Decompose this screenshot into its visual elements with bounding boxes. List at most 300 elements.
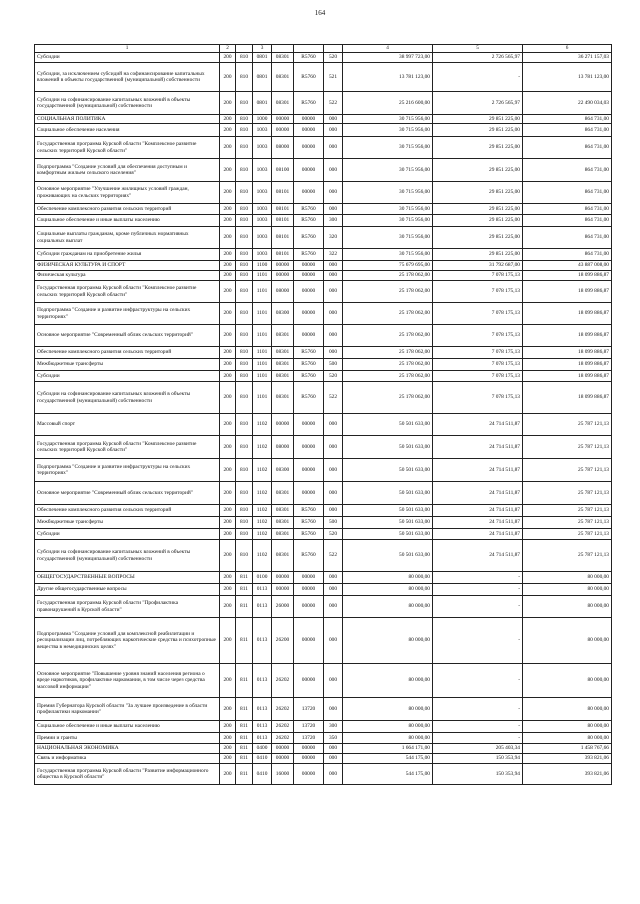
code-cell: 08101 — [272, 227, 294, 249]
amount-cell: - — [433, 664, 523, 698]
code-cell: 1003 — [253, 215, 272, 227]
code-cell: 200 — [220, 596, 236, 618]
header-cell: 5 — [433, 45, 523, 53]
code-cell: 810 — [236, 529, 253, 540]
code-cell: 0113 — [253, 733, 272, 744]
code-cell: 000 — [324, 436, 343, 459]
amount-cell: 7 078 175,13 — [433, 271, 523, 281]
table-row — [35, 572, 612, 584]
code-cell: 522 — [324, 382, 343, 414]
code-cell: 08301 — [272, 63, 294, 92]
code-cell: 13720 — [294, 721, 324, 733]
amount-cell: 30 715 956,00 — [343, 115, 433, 124]
code-cell: 000 — [324, 137, 343, 159]
code-cell: 200 — [220, 371, 236, 382]
code-cell: 00000 — [272, 584, 294, 596]
code-cell: R5760 — [294, 505, 324, 517]
amount-cell: 18 099 886,87 — [523, 382, 612, 414]
table-row — [35, 517, 612, 529]
code-cell: 08301 — [272, 347, 294, 359]
code-cell: 0410 — [253, 754, 272, 764]
code-cell: 200 — [220, 249, 236, 261]
code-cell: R5760 — [294, 517, 324, 529]
amount-cell: 7 078 175,13 — [433, 382, 523, 414]
table-row — [35, 436, 612, 459]
amount-cell: 29 851 225,00 — [433, 115, 523, 124]
code-cell: 1102 — [253, 482, 272, 505]
amount-cell: 75 679 695,00 — [343, 261, 433, 271]
code-cell: 08000 — [272, 137, 294, 159]
amount-cell: 50 501 633,00 — [343, 540, 433, 572]
table-row — [35, 271, 612, 281]
code-cell: 200 — [220, 359, 236, 371]
code-cell: 200 — [220, 347, 236, 359]
row-name: Субсидии на софинансирование капитальных вложений в объекты государственной (муниципальной) собственности — [35, 540, 220, 572]
code-cell: 1102 — [253, 436, 272, 459]
code-cell: 1003 — [253, 204, 272, 215]
code-cell: 1101 — [253, 382, 272, 414]
row-name: Обеспечение комплексного развития сельских территорий — [35, 204, 220, 215]
header-cell — [324, 45, 343, 53]
code-cell: 200 — [220, 53, 236, 63]
table-row — [35, 159, 612, 182]
amount-cell: 7 078 175,13 — [433, 371, 523, 382]
code-cell: 000 — [324, 584, 343, 596]
code-cell: 08101 — [272, 204, 294, 215]
code-cell: 0801 — [253, 92, 272, 115]
amount-cell: 18 099 886,87 — [523, 303, 612, 325]
amount-cell: 18 099 886,87 — [523, 347, 612, 359]
code-cell: 320 — [324, 227, 343, 249]
row-name: Премии и гранты — [35, 733, 220, 744]
code-cell: 000 — [324, 505, 343, 517]
code-cell: 811 — [236, 584, 253, 596]
row-name: Субсидии — [35, 371, 220, 382]
amount-cell: 29 851 225,00 — [433, 215, 523, 227]
amount-cell: - — [433, 596, 523, 618]
amount-cell: 25 787 121,13 — [523, 517, 612, 529]
amount-cell: 13 781 123,00 — [343, 63, 433, 92]
code-cell: 08100 — [272, 159, 294, 182]
code-cell: 200 — [220, 764, 236, 785]
code-cell: 1102 — [253, 529, 272, 540]
code-cell: 00000 — [272, 754, 294, 764]
code-cell: 08301 — [272, 382, 294, 414]
amount-cell: 30 715 956,00 — [343, 204, 433, 215]
row-name: Связь и информатика — [35, 754, 220, 764]
code-cell: 0113 — [253, 664, 272, 698]
code-cell: 0113 — [253, 618, 272, 664]
amount-cell: 29 851 225,00 — [433, 124, 523, 137]
amount-cell: 7 078 175,13 — [433, 281, 523, 303]
code-cell: 00000 — [272, 124, 294, 137]
amount-cell: 864 731,00 — [523, 124, 612, 137]
row-name: Субсидии на софинансирование капитальных вложений в объекты государственной (муниципальной) собственности — [35, 382, 220, 414]
row-name: Основное мероприятие "Повышение уровня знаний населения региона о вреде наркотиков, профилактике наркомании, в том числе через средства массовой информации" — [35, 664, 220, 698]
amount-cell: 31 792 687,00 — [433, 261, 523, 271]
code-cell: 810 — [236, 261, 253, 271]
code-cell: 000 — [324, 182, 343, 204]
code-cell: 1102 — [253, 414, 272, 436]
code-cell: 08101 — [272, 182, 294, 204]
code-cell: 000 — [324, 698, 343, 721]
row-name: Основное мероприятие "Улучшение жилищных условий граждан, проживающих на сельских территориях" — [35, 182, 220, 204]
code-cell: 200 — [220, 227, 236, 249]
code-cell: 0113 — [253, 721, 272, 733]
amount-cell: 24 714 511,87 — [433, 436, 523, 459]
code-cell: 000 — [324, 618, 343, 664]
code-cell: 1101 — [253, 371, 272, 382]
amount-cell: 24 714 511,87 — [433, 414, 523, 436]
amount-cell: 80 000,00 — [523, 572, 612, 584]
amount-cell: 80 000,00 — [343, 733, 433, 744]
amount-cell: 393 821,06 — [523, 764, 612, 785]
code-cell: 811 — [236, 698, 253, 721]
code-cell: 26202 — [272, 733, 294, 744]
amount-cell: 25 787 121,13 — [523, 540, 612, 572]
code-cell: 810 — [236, 359, 253, 371]
code-cell: 000 — [324, 596, 343, 618]
code-cell: 00000 — [294, 325, 324, 347]
code-cell: 00000 — [294, 764, 324, 785]
code-cell: 810 — [236, 347, 253, 359]
row-name: Социальное обеспечение населения — [35, 124, 220, 137]
code-cell: 200 — [220, 271, 236, 281]
row-name: Государственная программа Курской области "Профилактика правонарушений в Курской области" — [35, 596, 220, 618]
code-cell: 00000 — [272, 115, 294, 124]
amount-cell: 25 787 121,13 — [523, 436, 612, 459]
code-cell: 1100 — [253, 261, 272, 271]
code-cell: 08101 — [272, 215, 294, 227]
code-cell: 1000 — [253, 115, 272, 124]
code-cell: R5760 — [294, 359, 324, 371]
code-cell: 810 — [236, 540, 253, 572]
code-cell: 300 — [324, 721, 343, 733]
table-row — [35, 249, 612, 261]
code-cell: 200 — [220, 459, 236, 482]
row-name: Государственная программа Курской области "Комплексное развитие сельских территорий Курской области" — [35, 281, 220, 303]
code-cell: 810 — [236, 281, 253, 303]
row-name: Подпрограмма "Создание и развитие инфраструктуры на сельских территориях" — [35, 303, 220, 325]
code-cell: 810 — [236, 414, 253, 436]
amount-cell: 50 501 633,00 — [343, 505, 433, 517]
code-cell: 521 — [324, 63, 343, 92]
code-cell: 000 — [324, 261, 343, 271]
code-cell: 0113 — [253, 698, 272, 721]
code-cell: 0113 — [253, 596, 272, 618]
code-cell: 200 — [220, 721, 236, 733]
code-cell: 26202 — [272, 698, 294, 721]
amount-cell: 50 501 633,00 — [343, 459, 433, 482]
amount-cell: 24 714 511,87 — [433, 529, 523, 540]
code-cell: 200 — [220, 325, 236, 347]
code-cell: 200 — [220, 754, 236, 764]
code-cell: 200 — [220, 92, 236, 115]
amount-cell: 30 715 956,00 — [343, 137, 433, 159]
code-cell: 200 — [220, 382, 236, 414]
code-cell: 08301 — [272, 517, 294, 529]
amount-cell: 864 731,00 — [523, 182, 612, 204]
code-cell: 810 — [236, 482, 253, 505]
amount-cell: - — [433, 698, 523, 721]
code-cell: 200 — [220, 540, 236, 572]
code-cell: 811 — [236, 754, 253, 764]
amount-cell: - — [433, 618, 523, 664]
table-row — [35, 371, 612, 382]
amount-cell: 80 000,00 — [523, 584, 612, 596]
code-cell: 1101 — [253, 303, 272, 325]
row-name: Субсидии — [35, 53, 220, 63]
amount-cell: 24 714 511,87 — [433, 540, 523, 572]
row-name: Социальное обеспечение и иные выплаты населению — [35, 215, 220, 227]
amount-cell: 30 715 956,00 — [343, 124, 433, 137]
table-row — [35, 414, 612, 436]
code-cell: 200 — [220, 115, 236, 124]
code-cell: 08301 — [272, 505, 294, 517]
code-cell: 1003 — [253, 159, 272, 182]
row-name: Государственная программа Курской области "Комплексное развитие сельских территорий Курской области" — [35, 436, 220, 459]
table-row — [35, 303, 612, 325]
code-cell: 811 — [236, 572, 253, 584]
code-cell: 00000 — [272, 744, 294, 754]
code-cell: 00000 — [294, 414, 324, 436]
code-cell: 1003 — [253, 182, 272, 204]
code-cell: 810 — [236, 53, 253, 63]
amount-cell: 25 178 062,00 — [343, 271, 433, 281]
amount-cell: 7 078 175,13 — [433, 347, 523, 359]
amount-cell: 25 216 600,00 — [343, 92, 433, 115]
amount-cell: 80 000,00 — [523, 596, 612, 618]
row-name: СОЦИАЛЬНАЯ ПОЛИТИКА — [35, 115, 220, 124]
amount-cell: 25 787 121,13 — [523, 482, 612, 505]
table-row — [35, 744, 612, 754]
budget-table — [34, 44, 612, 785]
amount-cell: 80 000,00 — [343, 572, 433, 584]
code-cell: 00000 — [294, 137, 324, 159]
code-cell: 200 — [220, 182, 236, 204]
code-cell: 200 — [220, 517, 236, 529]
code-cell: 810 — [236, 204, 253, 215]
code-cell: R5760 — [294, 540, 324, 572]
amount-cell: 393 821,06 — [523, 754, 612, 764]
code-cell: 811 — [236, 618, 253, 664]
table-row — [35, 281, 612, 303]
code-cell: 200 — [220, 529, 236, 540]
table-row — [35, 459, 612, 482]
code-cell: 00000 — [294, 584, 324, 596]
amount-cell: 864 731,00 — [523, 215, 612, 227]
code-cell: 00000 — [272, 414, 294, 436]
amount-cell: 25 178 062,00 — [343, 382, 433, 414]
code-cell: 1101 — [253, 359, 272, 371]
code-cell: 0410 — [253, 764, 272, 785]
amount-cell: 864 731,00 — [523, 227, 612, 249]
code-cell: 000 — [324, 744, 343, 754]
amount-cell: 50 501 633,00 — [343, 529, 433, 540]
code-cell: 811 — [236, 664, 253, 698]
table-row — [35, 92, 612, 115]
code-cell: 811 — [236, 596, 253, 618]
code-cell: 322 — [324, 249, 343, 261]
code-cell: 000 — [324, 764, 343, 785]
code-cell: 200 — [220, 281, 236, 303]
amount-cell: 80 000,00 — [343, 721, 433, 733]
code-cell: 26202 — [272, 721, 294, 733]
header-cell — [272, 45, 294, 53]
code-cell: 810 — [236, 92, 253, 115]
code-cell: 520 — [324, 529, 343, 540]
row-name: Физическая культура — [35, 271, 220, 281]
amount-cell: 25 178 062,00 — [343, 347, 433, 359]
amount-cell: 18 099 886,87 — [523, 359, 612, 371]
amount-cell: 2 726 565,97 — [433, 53, 523, 63]
amount-cell: 864 731,00 — [523, 204, 612, 215]
code-cell: 0801 — [253, 63, 272, 92]
table-row — [35, 227, 612, 249]
table-row — [35, 261, 612, 271]
table-row — [35, 505, 612, 517]
code-cell: 000 — [324, 124, 343, 137]
code-cell: 00000 — [294, 572, 324, 584]
amount-cell: 36 271 157,03 — [523, 53, 612, 63]
table-row — [35, 698, 612, 721]
code-cell: 08301 — [272, 53, 294, 63]
amount-cell: 43 887 008,00 — [523, 261, 612, 271]
code-cell: R5760 — [294, 63, 324, 92]
row-name: Другие общегосударственные вопросы — [35, 584, 220, 596]
code-cell: R5760 — [294, 204, 324, 215]
code-cell: 13720 — [294, 698, 324, 721]
code-cell: 810 — [236, 249, 253, 261]
code-cell: 00000 — [294, 744, 324, 754]
code-cell: 200 — [220, 414, 236, 436]
amount-cell: 80 000,00 — [523, 618, 612, 664]
code-cell: 200 — [220, 159, 236, 182]
code-cell: 0400 — [253, 744, 272, 754]
amount-cell: 29 851 225,00 — [433, 204, 523, 215]
code-cell: 000 — [324, 159, 343, 182]
amount-cell: 29 851 225,00 — [433, 227, 523, 249]
row-name: Подпрограмма "Создание и развитие инфраструктуры на сельских территориях" — [35, 459, 220, 482]
row-name: Социальное обеспечение и иные выплаты населению — [35, 721, 220, 733]
code-cell: 000 — [324, 303, 343, 325]
code-cell: 1102 — [253, 459, 272, 482]
code-cell: 350 — [324, 733, 343, 744]
code-cell: 1101 — [253, 325, 272, 347]
header-cell: 3 — [253, 45, 272, 53]
amount-cell: 30 715 956,00 — [343, 182, 433, 204]
code-cell: 000 — [324, 271, 343, 281]
code-cell: 08000 — [272, 281, 294, 303]
amount-cell: 80 000,00 — [343, 664, 433, 698]
code-cell: 00000 — [272, 271, 294, 281]
code-cell: 810 — [236, 505, 253, 517]
code-cell: 200 — [220, 204, 236, 215]
row-name: Подпрограмма "Создание условий для комплексной реабилитации и ресоциализации лиц, потребляющих наркотические средства и психотропные вещества в немедицинских целях" — [35, 618, 220, 664]
code-cell: 00000 — [294, 261, 324, 271]
code-cell: 520 — [324, 53, 343, 63]
code-cell: 522 — [324, 540, 343, 572]
code-cell: 520 — [324, 371, 343, 382]
code-cell: 200 — [220, 261, 236, 271]
header-cell: 1 — [35, 45, 220, 53]
code-cell: 200 — [220, 505, 236, 517]
code-cell: 000 — [324, 115, 343, 124]
amount-cell: 150 353,94 — [433, 754, 523, 764]
amount-cell: 29 851 225,00 — [433, 182, 523, 204]
code-cell: 810 — [236, 303, 253, 325]
code-cell: 08301 — [272, 92, 294, 115]
row-name: Субсидии гражданам на приобретение жилья — [35, 249, 220, 261]
code-cell: 200 — [220, 137, 236, 159]
code-cell: 08000 — [272, 436, 294, 459]
amount-cell: 13 781 123,00 — [523, 63, 612, 92]
code-cell: 00000 — [272, 572, 294, 584]
table-row — [35, 584, 612, 596]
code-cell: 08301 — [272, 540, 294, 572]
row-name: Межбюджетные трансферты — [35, 517, 220, 529]
code-cell: 200 — [220, 618, 236, 664]
code-cell: R5760 — [294, 347, 324, 359]
code-cell: 810 — [236, 382, 253, 414]
amount-cell: 38 997 723,00 — [343, 53, 433, 63]
row-name: Подпрограмма "Создание условий для обеспечения доступным и комфортным жильем сельского населения" — [35, 159, 220, 182]
table-row — [35, 529, 612, 540]
row-name: Основное мероприятие "Современный облик сельских территорий" — [35, 482, 220, 505]
code-cell: 810 — [236, 436, 253, 459]
amount-cell: 1 664 171,00 — [343, 744, 433, 754]
amount-cell: 864 731,00 — [523, 249, 612, 261]
amount-cell: 80 000,00 — [343, 596, 433, 618]
amount-cell: 25 178 062,00 — [343, 371, 433, 382]
row-name: Социальные выплаты гражданам, кроме публичных нормативных социальных выплат — [35, 227, 220, 249]
amount-cell: 50 501 633,00 — [343, 517, 433, 529]
code-cell: 200 — [220, 733, 236, 744]
code-cell: 810 — [236, 182, 253, 204]
code-cell: 200 — [220, 698, 236, 721]
code-cell: 1101 — [253, 271, 272, 281]
code-cell: 00000 — [294, 482, 324, 505]
amount-cell: 29 851 225,00 — [433, 137, 523, 159]
code-cell: 00000 — [294, 303, 324, 325]
amount-cell: 150 353,94 — [433, 764, 523, 785]
code-cell: 810 — [236, 115, 253, 124]
amount-cell: 25 178 062,00 — [343, 325, 433, 347]
amount-cell: 544 175,00 — [343, 764, 433, 785]
amount-cell: 18 099 886,87 — [523, 271, 612, 281]
code-cell: R5760 — [294, 371, 324, 382]
code-cell: 1101 — [253, 281, 272, 303]
amount-cell: - — [433, 733, 523, 744]
amount-cell: 80 000,00 — [523, 664, 612, 698]
code-cell: 200 — [220, 124, 236, 137]
code-cell: R5760 — [294, 529, 324, 540]
page-number: 164 — [314, 9, 326, 17]
code-cell: 1102 — [253, 540, 272, 572]
amount-cell: - — [433, 584, 523, 596]
amount-cell: 29 851 225,00 — [433, 249, 523, 261]
row-name: Обеспечение комплексного развития сельских территорий — [35, 347, 220, 359]
code-cell: 000 — [324, 482, 343, 505]
amount-cell: 30 715 956,00 — [343, 215, 433, 227]
code-cell: 08300 — [272, 303, 294, 325]
table-row — [35, 347, 612, 359]
code-cell: 26000 — [272, 596, 294, 618]
code-cell: 200 — [220, 584, 236, 596]
code-cell: 810 — [236, 271, 253, 281]
row-name: Обеспечение комплексного развития сельских территорий — [35, 505, 220, 517]
amount-cell: 50 501 633,00 — [343, 414, 433, 436]
